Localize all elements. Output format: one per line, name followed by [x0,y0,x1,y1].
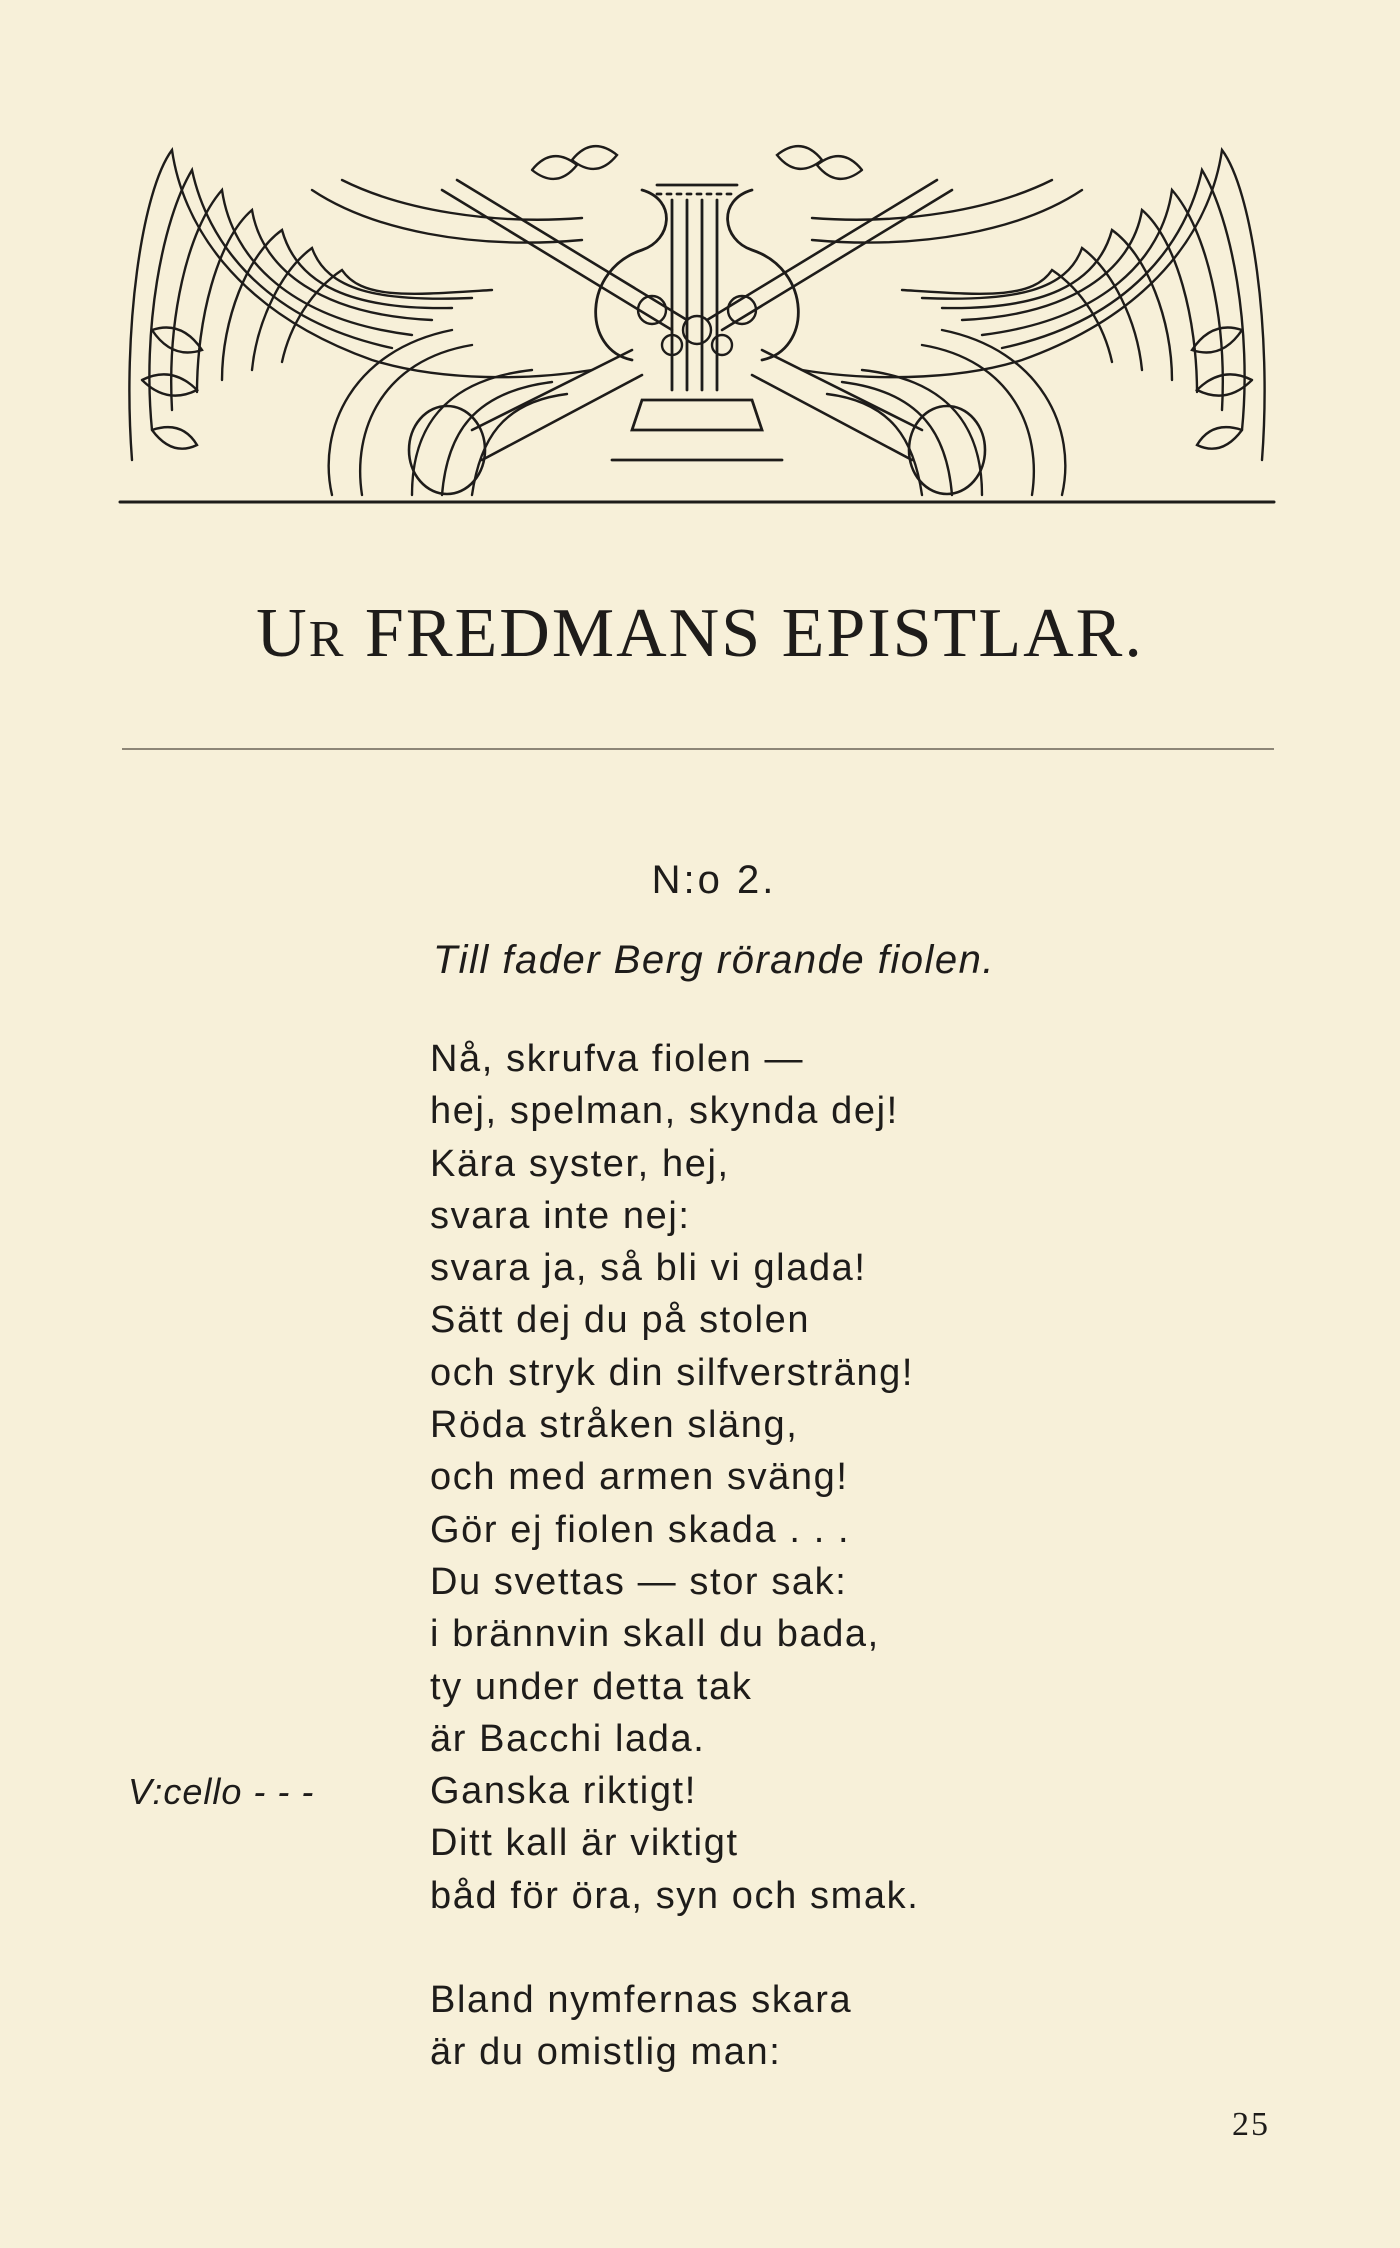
verse-line: ty under detta tak [430,1665,753,1708]
title-initial: U [256,595,309,672]
title-small-caps: R [308,611,346,668]
verse-line: svara ja, så bli vi glada! [430,1247,867,1290]
verse-line: är Bacchi lada. [430,1717,706,1760]
verse-line: Gör ej fiolen skada . . . [430,1508,851,1551]
verse-line: Du svettas — stor sak: [430,1560,848,1603]
verse-line: Röda stråken släng, [430,1404,799,1447]
verse-text [430,1033,919,2079]
speaker-cue: V:cello - - - [128,1771,315,1812]
lyre-headpiece-ornament [112,130,1282,510]
epistle-subtitle: Till fader Berg rörande fiolen. [433,938,995,982]
verse-line: hej, spelman, skynda dej! [430,1090,899,1133]
page-number: 25 [1232,2106,1270,2143]
verse-line: Nå, skrufva fiolen — [430,1038,805,1080]
verse-line: Kära syster, hej, [430,1142,730,1185]
title-rest: FREDMANS EPISTLAR. [345,595,1144,672]
verse-line: i brännvin skall du bada, [430,1613,880,1656]
verse-line: svara inte nej: [430,1194,691,1237]
left-plume [129,150,592,495]
stanza-break [430,1922,919,1974]
verse-line: och med armen sväng! [430,1456,849,1499]
right-plume [802,150,1265,495]
horns [409,180,985,494]
verse-line: Sätt dej du på stolen [430,1299,811,1342]
verse-line: Ditt kall är viktigt [430,1822,739,1865]
laurel-leaves [142,146,1252,449]
verse-line: Ganska riktigt! [430,1770,697,1813]
verse-line: är du omistlig man: [430,2031,782,2074]
title-rule [122,748,1274,750]
verse-line: och stryk din silfversträng! [430,1351,915,1394]
lyre [596,185,799,460]
epistle-number: N:o 2. [651,858,777,902]
page-title [0,594,1400,680]
verse-line: Bland nymfernas skara [430,1979,853,2022]
verse-line: båd för öra, syn och smak. [430,1874,920,1917]
